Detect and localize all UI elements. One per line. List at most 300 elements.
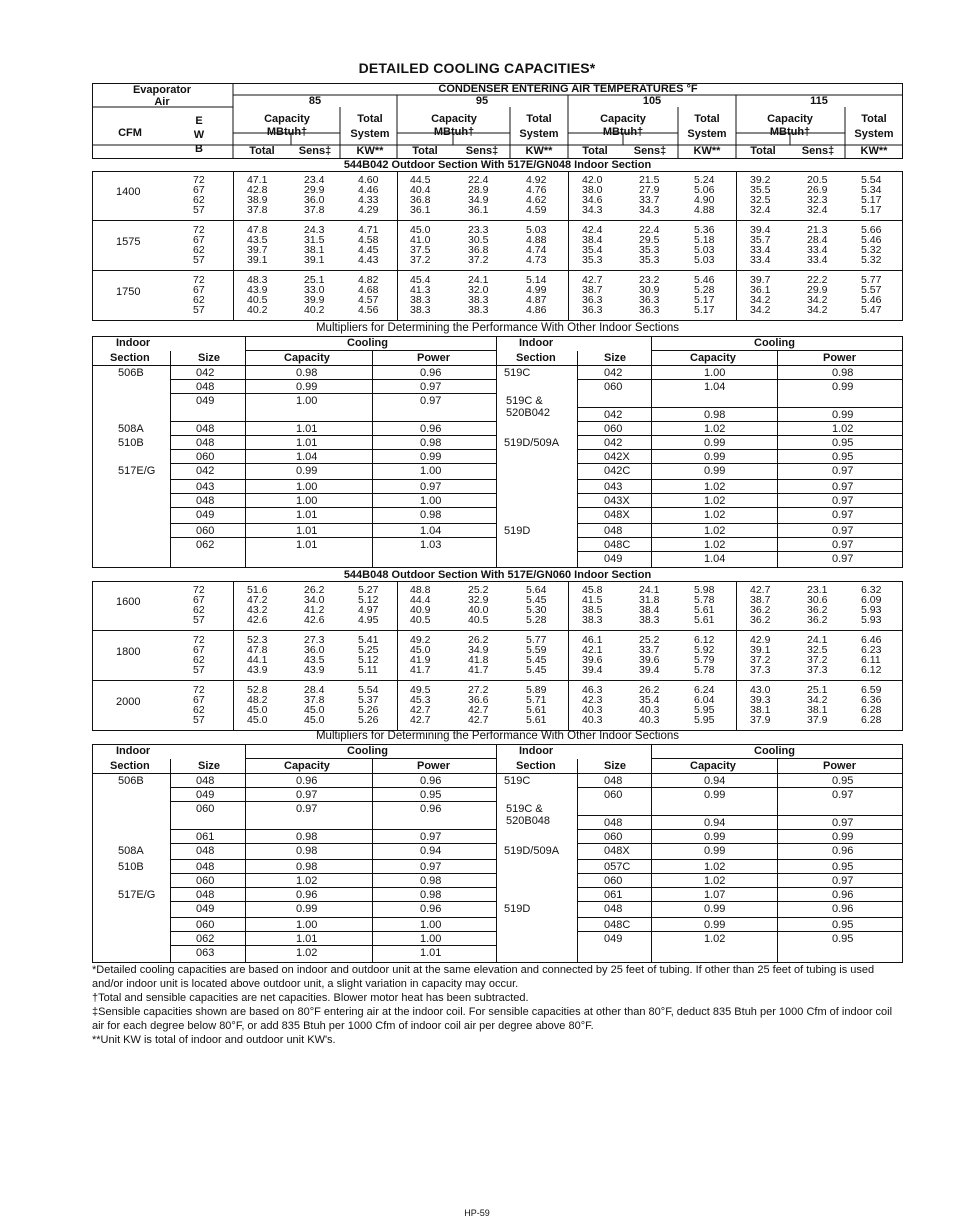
- table-cell: 5.41: [358, 634, 379, 646]
- table-cell: 6.59: [861, 684, 882, 696]
- table-cell: 48.2: [247, 694, 268, 706]
- table-cell: 38.1: [304, 244, 325, 256]
- table-cell: 048: [196, 845, 215, 857]
- system-label-115: System: [854, 128, 894, 140]
- table-cell: 1.00: [296, 495, 318, 507]
- table-cell: 5.89: [526, 684, 547, 696]
- table-cell: 4.59: [526, 204, 547, 216]
- table-row: [92, 645, 903, 655]
- sub-total-115: Total: [750, 145, 776, 157]
- table-row: [92, 175, 903, 185]
- table-cell: 32.4: [807, 204, 828, 216]
- table-cell: 41.7: [468, 664, 489, 676]
- table-cell: 060: [604, 381, 623, 393]
- table-cell: 5.32: [861, 244, 882, 256]
- table-cell: 33.7: [639, 644, 660, 656]
- table-cell: 30.6: [807, 594, 828, 606]
- table-cell: 1.04: [296, 451, 318, 463]
- table-cell: 40.3: [639, 704, 660, 716]
- table-cell: 4.76: [526, 184, 547, 196]
- table-cell: 0.97: [420, 381, 442, 393]
- table-cell: 1.04: [704, 553, 726, 565]
- table-cell: 62: [193, 294, 205, 306]
- table-cell: 28.4: [807, 234, 828, 246]
- table-cell: 049: [196, 903, 215, 915]
- table-cell: 1.02: [704, 861, 726, 873]
- table-cell: 67: [193, 184, 205, 196]
- table-cell: 5.03: [694, 244, 715, 256]
- table-cell: 38.0: [582, 184, 603, 196]
- table-cell: 36.3: [639, 304, 660, 316]
- table-cell: 0.94: [704, 817, 726, 829]
- table-cell: 060: [196, 525, 215, 537]
- table-cell: 33.4: [750, 244, 771, 256]
- kw-label-85: KW**: [356, 145, 384, 157]
- table-cell: 0.98: [296, 367, 318, 379]
- table-cell: 29.9: [304, 184, 325, 196]
- table-cell: 4.73: [526, 254, 547, 266]
- table-cell: 0.97: [832, 789, 854, 801]
- table-cell: 0.98: [420, 889, 442, 901]
- table-cell: 45.0: [304, 704, 325, 716]
- table-cell: 32.0: [468, 284, 489, 296]
- table-cell: 32.9: [468, 594, 489, 606]
- table-cell: 41.3: [410, 284, 431, 296]
- table-cell: 40.5: [410, 614, 431, 626]
- table-cell: 042: [604, 437, 623, 449]
- table-cell: 38.5: [582, 604, 603, 616]
- table-cell: 41.0: [410, 234, 431, 246]
- table-cell: 38.7: [582, 284, 603, 296]
- section1-multipliers-title: Multipliers for Determining the Performance With Other Indoor Sections: [315, 322, 680, 334]
- table-cell: 048: [196, 495, 215, 507]
- table-cell: 5.12: [358, 654, 379, 666]
- table-cell: 5.61: [526, 704, 547, 716]
- table-cell: 40.3: [582, 714, 603, 726]
- table-cell: 0.95: [832, 919, 854, 931]
- table-cell: 6.28: [861, 714, 882, 726]
- table-cell: 38.9: [247, 194, 268, 206]
- table-cell: 049: [196, 395, 215, 407]
- table-cell: 5.92: [694, 644, 715, 656]
- table-cell: 5.93: [861, 614, 882, 626]
- table-cell: 5.54: [861, 174, 882, 186]
- table-cell: 24.1: [468, 274, 489, 286]
- table-row: [92, 195, 903, 205]
- table-cell: 26.2: [468, 634, 489, 646]
- table-cell: 1.02: [704, 525, 726, 537]
- table-cell: 6.36: [861, 694, 882, 706]
- table-cell: 048: [604, 817, 623, 829]
- table-cell: 36.0: [304, 194, 325, 206]
- table-cell: 5.95: [694, 714, 715, 726]
- table-cell: 0.97: [296, 789, 318, 801]
- table-cell: 49.2: [410, 634, 431, 646]
- table-row: [92, 635, 903, 645]
- table-cell: 4.43: [358, 254, 379, 266]
- cfm-value: 1400: [116, 186, 141, 198]
- table-cell: 049: [604, 553, 623, 565]
- table-cell: 42.1: [582, 644, 603, 656]
- table-cell: 5.24: [694, 174, 715, 186]
- cfm-value: 1575: [116, 236, 141, 248]
- table-cell: 0.97: [832, 539, 854, 551]
- cfm-value: 1800: [116, 646, 141, 658]
- table-cell: 0.96: [420, 775, 442, 787]
- table-cell: 0.97: [832, 817, 854, 829]
- page-title: DETAILED COOLING CAPACITIES*: [358, 60, 596, 76]
- table-cell: 5.61: [694, 614, 715, 626]
- table-cell: 042: [604, 409, 623, 421]
- table-cell: 38.3: [410, 304, 431, 316]
- column-header-cooling: Cooling: [347, 745, 388, 757]
- table-cell: 0.99: [704, 919, 726, 931]
- table-cell: 1.02: [704, 495, 726, 507]
- air-label: Air: [154, 96, 170, 108]
- cap-label-95: Capacity: [431, 113, 477, 125]
- table-cell: 1.07: [704, 889, 726, 901]
- total-label-85: Total: [357, 113, 383, 125]
- table-cell: 43.0: [750, 684, 771, 696]
- column-header-power: Power: [823, 760, 857, 772]
- table-cell: 4.82: [358, 274, 379, 286]
- table-cell: 6.24: [694, 684, 715, 696]
- evaporator-label: Evaporator: [132, 84, 192, 96]
- column-header-indoor: Indoor: [519, 745, 554, 757]
- table-cell: 72: [193, 274, 205, 286]
- column-header-power: Power: [417, 352, 451, 364]
- table-cell: 062: [196, 539, 215, 551]
- mbtuh-label-95: MBtuh†: [433, 126, 475, 138]
- column-header-section: Section: [516, 352, 556, 364]
- table-cell: 35.5: [750, 184, 771, 196]
- sub-sens-95: Sens‡: [465, 145, 499, 157]
- table-cell: 40.2: [247, 304, 268, 316]
- table-cell: 0.98: [296, 861, 318, 873]
- table-cell: 1.02: [704, 875, 726, 887]
- table-cell: 43.9: [247, 284, 268, 296]
- cap-label-105: Capacity: [600, 113, 646, 125]
- table-cell: 62: [193, 704, 205, 716]
- table-cell: 38.1: [750, 704, 771, 716]
- table-cell: 048: [196, 861, 215, 873]
- table-cell: 34.9: [468, 194, 489, 206]
- table-cell: 048: [196, 423, 215, 435]
- table-cell: 5.03: [694, 254, 715, 266]
- table-row: [92, 665, 903, 675]
- table-row: [92, 245, 903, 255]
- table-cell: 37.2: [468, 254, 489, 266]
- table-cell: 32.4: [750, 204, 771, 216]
- table-cell: 38.1: [807, 704, 828, 716]
- table-cell: 0.99: [832, 381, 854, 393]
- table-cell: 4.68: [358, 284, 379, 296]
- footnote-4: **Unit KW is total of indoor and outdoor unit KW's.: [92, 1034, 336, 1046]
- table-cell: 38.4: [639, 604, 660, 616]
- table-cell: 1.01: [296, 437, 318, 449]
- table-cell: 0.97: [832, 525, 854, 537]
- table-cell: 46.3: [582, 684, 603, 696]
- table-cell: 4.88: [694, 204, 715, 216]
- table-cell: 67: [193, 594, 205, 606]
- table-cell: 043: [196, 481, 215, 493]
- table-cell: 34.3: [639, 204, 660, 216]
- table-cell: 1.01: [296, 933, 318, 945]
- table-cell: 62: [193, 194, 205, 206]
- table-cell: 5.30: [526, 604, 547, 616]
- table-cell: 1.02: [704, 481, 726, 493]
- total-label-95: Total: [526, 113, 552, 125]
- table-cell: 506B: [118, 775, 144, 787]
- table-cell: 4.60: [358, 174, 379, 186]
- table-cell: 37.9: [750, 714, 771, 726]
- table-cell: 57: [193, 254, 205, 266]
- table-row: [92, 295, 903, 305]
- table-row: [92, 205, 903, 215]
- table-cell: 1.03: [420, 539, 442, 551]
- table-cell: 27.9: [639, 184, 660, 196]
- table-cell: 48.8: [410, 584, 431, 596]
- table-cell: 4.62: [526, 194, 547, 206]
- column-header-size: Size: [198, 352, 221, 364]
- column-header-section: Section: [110, 760, 150, 772]
- table-cell: 5.17: [861, 204, 882, 216]
- table-cell: 36.3: [582, 294, 603, 306]
- table-cell: 34.2: [807, 694, 828, 706]
- table-cell: 62: [193, 244, 205, 256]
- table-cell: 0.95: [420, 789, 442, 801]
- table-cell: 5.57: [861, 284, 882, 296]
- cap-label-115: Capacity: [767, 113, 813, 125]
- table-cell: 4.71: [358, 224, 379, 236]
- table-cell: 5.26: [358, 714, 379, 726]
- table-cell: 48.3: [247, 274, 268, 286]
- table-cell: 42.4: [582, 224, 603, 236]
- table-cell: 5.95: [694, 704, 715, 716]
- table-cell: 5.26: [358, 704, 379, 716]
- table-cell: 34.6: [582, 194, 603, 206]
- table-cell: 39.6: [582, 654, 603, 666]
- table-cell: 24.1: [639, 584, 660, 596]
- table-cell: 52.3: [247, 634, 268, 646]
- table-cell: 5.36: [694, 224, 715, 236]
- sub-total-85: Total: [249, 145, 275, 157]
- table-cell: 1.02: [704, 423, 726, 435]
- table-cell: 5.32: [861, 254, 882, 266]
- table-cell: 36.3: [582, 304, 603, 316]
- sub-total-105: Total: [582, 145, 608, 157]
- table-cell: 23.4: [304, 174, 325, 186]
- table-cell: 33.0: [304, 284, 325, 296]
- table-cell: 35.3: [639, 254, 660, 266]
- table-row: [92, 705, 903, 715]
- table-cell: 21.5: [639, 174, 660, 186]
- table-cell: 6.46: [861, 634, 882, 646]
- table-row: [92, 585, 903, 595]
- column-header-section: Section: [516, 760, 556, 772]
- table-cell: 4.95: [358, 614, 379, 626]
- table-cell: 38.3: [582, 614, 603, 626]
- table-cell: 40.4: [410, 184, 431, 196]
- table-cell: 57: [193, 304, 205, 316]
- table-cell: 519D/509A: [504, 845, 560, 857]
- table-cell: 52.8: [247, 684, 268, 696]
- table-cell: 46.1: [582, 634, 603, 646]
- table-cell: 0.97: [296, 803, 318, 815]
- kw-label-105: KW**: [693, 145, 721, 157]
- table-cell: 37.3: [750, 664, 771, 676]
- section2-data-table: [92, 581, 903, 731]
- cap-label-85: Capacity: [264, 113, 310, 125]
- table-cell: 0.99: [704, 845, 726, 857]
- table-cell: 048: [196, 775, 215, 787]
- table-cell: 5.71: [526, 694, 547, 706]
- table-row: [92, 605, 903, 615]
- table-row: [92, 275, 903, 285]
- cfm-value: 1600: [116, 596, 141, 608]
- table-cell: 5.77: [526, 634, 547, 646]
- table-cell: 34.2: [807, 304, 828, 316]
- sub-sens-105: Sens‡: [633, 145, 667, 157]
- table-cell: 43.9: [304, 664, 325, 676]
- table-cell: 25.1: [807, 684, 828, 696]
- table-cell: 4.87: [526, 294, 547, 306]
- table-cell: 0.96: [420, 803, 442, 815]
- table-cell: 508A: [118, 845, 144, 857]
- table-cell: 049: [196, 509, 215, 521]
- table-cell: 1.00: [296, 395, 318, 407]
- table-cell: 1.02: [704, 509, 726, 521]
- table-cell: 40.2: [304, 304, 325, 316]
- table-cell: 0.96: [832, 845, 854, 857]
- table-cell: 062: [196, 933, 215, 945]
- temp-105: 105: [642, 95, 662, 107]
- table-cell: 23.3: [468, 224, 489, 236]
- table-cell: 0.99: [704, 831, 726, 843]
- table-cell: 0.99: [420, 451, 442, 463]
- table-cell: 37.9: [807, 714, 828, 726]
- cfm-value: 2000: [116, 696, 141, 708]
- table-cell: 22.2: [807, 274, 828, 286]
- table-cell: 0.99: [704, 789, 726, 801]
- table-cell: 5.46: [861, 234, 882, 246]
- table-cell: 4.45: [358, 244, 379, 256]
- table-cell: 0.98: [420, 509, 442, 521]
- table-cell: 6.11: [861, 654, 881, 666]
- section2-title: 544B048 Outdoor Section With 517E/GN060 Indoor Section: [343, 569, 652, 581]
- table-cell: 0.97: [832, 465, 854, 477]
- table-cell: 0.95: [832, 775, 854, 787]
- table-cell: 5.93: [861, 604, 882, 616]
- table-cell: 26.2: [639, 684, 660, 696]
- table-cell: 28.4: [304, 684, 325, 696]
- temp-95: 95: [475, 95, 489, 107]
- table-cell: 4.33: [358, 194, 379, 206]
- table-cell: 5.79: [694, 654, 715, 666]
- temp-115: 115: [810, 95, 828, 107]
- table-cell: 5.45: [526, 654, 547, 666]
- table-cell: 063: [196, 947, 215, 959]
- table-cell: 519C & 520B048: [506, 803, 551, 827]
- table-cell: 5.17: [694, 304, 715, 316]
- table-cell: 38.7: [750, 594, 771, 606]
- table-cell: 43.9: [247, 664, 268, 676]
- table-cell: 35.7: [750, 234, 771, 246]
- mbtuh-label-85: MBtuh†: [266, 126, 308, 138]
- table-cell: 043: [604, 481, 623, 493]
- table-cell: 057C: [604, 861, 631, 873]
- table-cell: 1.04: [420, 525, 442, 537]
- table-cell: 506B: [118, 367, 144, 379]
- table-cell: 36.2: [807, 604, 828, 616]
- table-cell: 5.28: [526, 614, 547, 626]
- table-cell: 38.3: [468, 304, 489, 316]
- table-cell: 5.64: [526, 584, 547, 596]
- table-cell: 048: [604, 903, 623, 915]
- table-cell: 048C: [604, 539, 631, 551]
- table-cell: 26.2: [304, 584, 325, 596]
- sub-sens-85: Sens‡: [298, 145, 332, 157]
- column-header-cooling: Cooling: [754, 745, 795, 757]
- table-cell: 40.3: [639, 714, 660, 726]
- table-cell: 4.46: [358, 184, 379, 196]
- total-label-105: Total: [694, 113, 720, 125]
- table-cell: 42.3: [582, 694, 603, 706]
- table-cell: 30.5: [468, 234, 489, 246]
- table-row: [92, 595, 903, 605]
- table-cell: 45.4: [410, 274, 431, 286]
- table-cell: 39.3: [750, 694, 771, 706]
- column-header-section: Section: [110, 352, 150, 364]
- footnote-2: †Total and sensible capacities are net capacities. Blower motor heat has been subtracted.: [92, 992, 529, 1004]
- table-cell: 5.27: [358, 584, 379, 596]
- table-cell: 36.1: [410, 204, 431, 216]
- table-cell: 44.4: [410, 594, 431, 606]
- footnote-1: *Detailed cooling capacities are based on indoor and outdoor unit at the same elevation and connected by 25 feet of tubing. If other than 25 feet of tubing is used and/or indoor unit is located above outdoor unit, a slight variation in capacity may occur.: [92, 964, 875, 990]
- table-cell: 25.1: [304, 274, 325, 286]
- table-cell: 048: [196, 889, 215, 901]
- table-cell: 0.96: [296, 775, 318, 787]
- table-cell: 6.12: [694, 634, 715, 646]
- table-cell: 0.98: [296, 831, 318, 843]
- table-cell: 0.96: [832, 889, 854, 901]
- table-cell: 38.3: [410, 294, 431, 306]
- table-cell: 510B: [118, 861, 144, 873]
- table-cell: 048: [604, 525, 623, 537]
- table-cell: 0.95: [832, 437, 854, 449]
- table-cell: 5.34: [861, 184, 882, 196]
- table-cell: 29.5: [639, 234, 660, 246]
- table-cell: 1.02: [704, 933, 726, 945]
- table-cell: 1.00: [296, 481, 318, 493]
- table-cell: 519D/509A: [504, 437, 560, 449]
- table-cell: 4.99: [526, 284, 547, 296]
- sub-sens-115: Sens‡: [801, 145, 835, 157]
- table-cell: 20.5: [807, 174, 828, 186]
- table-cell: 42.6: [304, 614, 325, 626]
- table-cell: 67: [193, 644, 205, 656]
- table-cell: 048X: [604, 845, 630, 857]
- table-cell: 45.0: [304, 714, 325, 726]
- table-cell: 0.99: [296, 903, 318, 915]
- table-cell: 36.8: [468, 244, 489, 256]
- table-cell: 5.47: [861, 304, 882, 316]
- table-cell: 42.0: [582, 174, 603, 186]
- table-cell: 72: [193, 684, 205, 696]
- column-header-capacity: Capacity: [284, 352, 330, 364]
- table-cell: 37.8: [304, 694, 325, 706]
- table-cell: 4.86: [526, 304, 547, 316]
